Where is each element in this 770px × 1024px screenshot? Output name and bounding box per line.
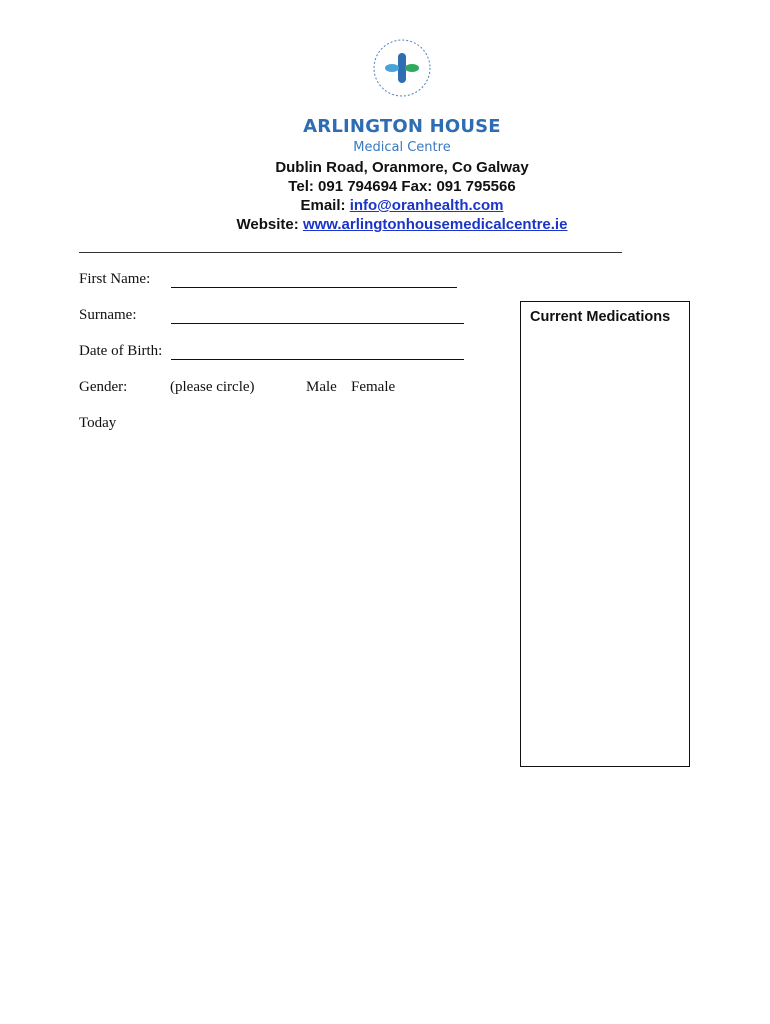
surname-field[interactable] [171, 323, 464, 324]
clinic-phone: Tel: 091 794694 Fax: 091 795566 [288, 178, 516, 195]
email-link[interactable]: info@oranhealth.com [349, 197, 504, 214]
clinic-address: Dublin Road, Oranmore, Co Galway [275, 159, 529, 176]
dob-label: Date of Birth: [79, 343, 163, 359]
surname-label: Surname: [79, 307, 137, 323]
gender-female-option[interactable]: Female [351, 379, 396, 395]
website-link[interactable]: www.arlingtonhousemedicalcentre.ie [302, 216, 568, 233]
email-label: Email: [300, 197, 346, 214]
medical-cross-logo-icon [372, 38, 432, 98]
today-label: Today [79, 415, 117, 431]
header-divider [79, 252, 622, 253]
gender-label: Gender: [79, 379, 128, 395]
dob-field[interactable] [171, 359, 464, 360]
first-name-field[interactable] [171, 287, 457, 288]
gender-hint: (please circle) [170, 379, 255, 395]
clinic-name: ARLINGTON HOUSE [303, 116, 501, 137]
gender-male-option[interactable]: Male [306, 379, 337, 395]
clinic-subtitle: Medical Centre [353, 140, 451, 155]
current-medications-title: Current Medications [530, 309, 671, 325]
website-label: Website: [236, 216, 299, 233]
current-medications-box[interactable] [520, 301, 690, 767]
clinic-email-line [0, 197, 770, 214]
clinic-website-line [0, 216, 770, 233]
first-name-label: First Name: [79, 271, 151, 287]
